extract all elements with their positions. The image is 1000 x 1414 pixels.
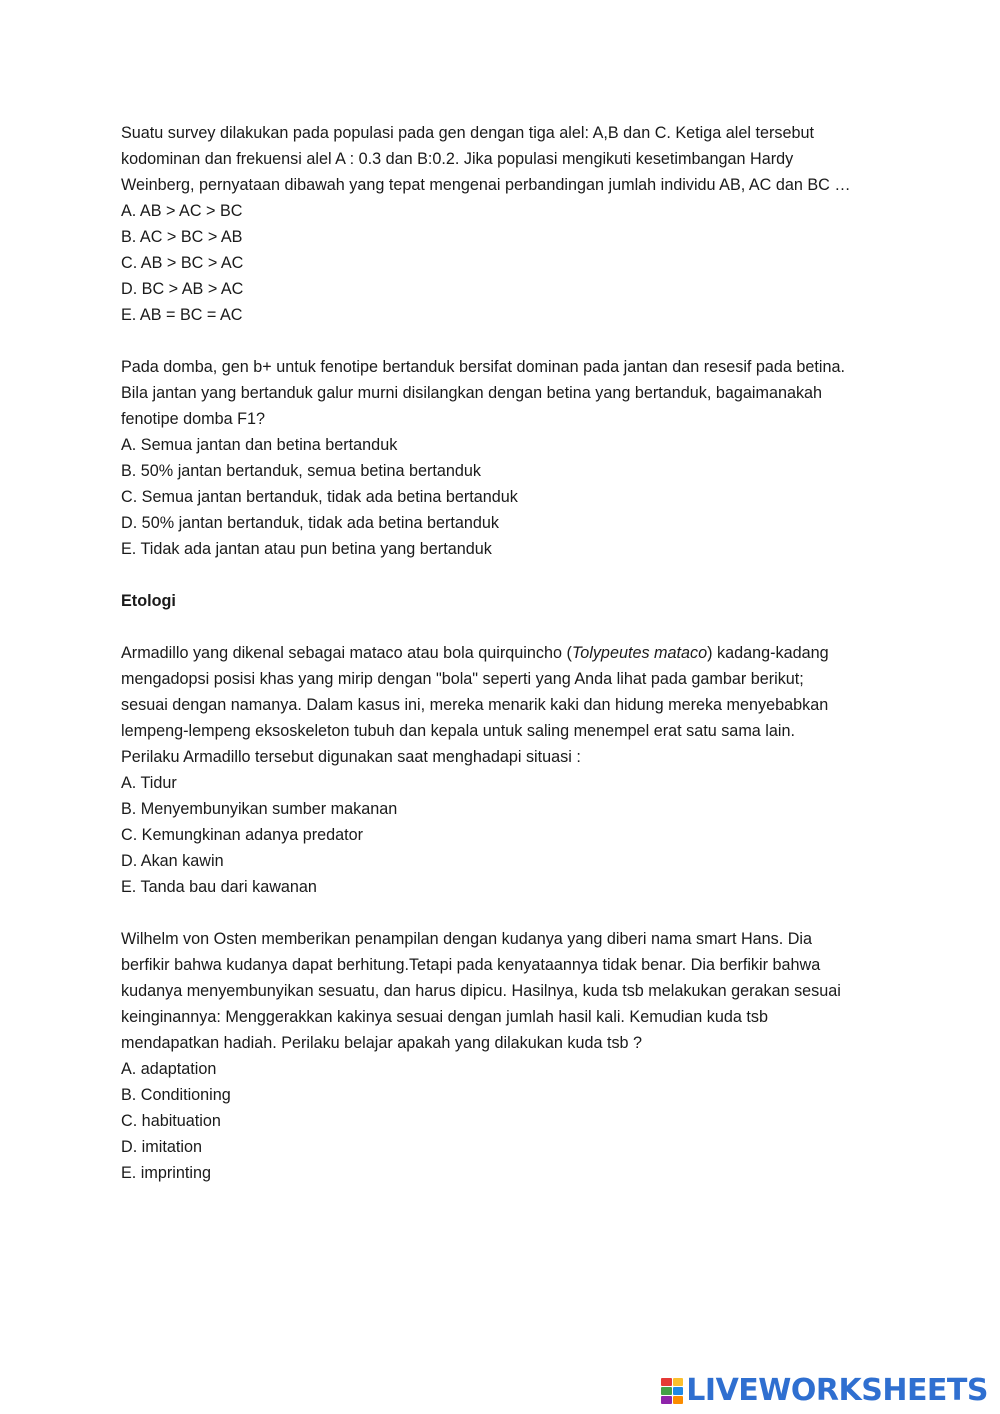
question-4-option-a: A. adaptation xyxy=(121,1060,217,1078)
logo-block xyxy=(661,1396,672,1404)
question-4-line: Wilhelm von Osten memberikan penampilan dengan kudanya yang diberi nama smart Hans. Dia xyxy=(121,930,813,948)
question-4-line: kudanya menyembunyikan sesuatu, dan harus dipicu. Hasilnya, kuda tsb melakukan gerakan sesuai xyxy=(121,982,841,1000)
question-3-option-a: A. Tidur xyxy=(121,774,177,792)
question-1 xyxy=(121,120,901,328)
worksheet-content xyxy=(121,120,901,1186)
question-1-option-b: B. AC > BC > AB xyxy=(121,228,243,246)
logo-text: LIVEWORKSHEETS xyxy=(686,1373,988,1408)
question-3-option-e: E. Tanda bau dari kawanan xyxy=(121,878,317,896)
question-1-option-e: E. AB = BC = AC xyxy=(121,306,243,324)
question-3-line: lempeng-lempeng eksoskeleton tubuh dan kepala untuk saling menempel erat satu sama lain. xyxy=(121,722,795,740)
spacer xyxy=(121,328,901,354)
liveworksheets-logo xyxy=(661,1373,988,1408)
spacer xyxy=(121,614,901,640)
question-1-line: kodominan dan frekuensi alel A : 0.3 dan B:0.2. Jika populasi mengikuti kesetimbangan Hardy xyxy=(121,150,794,168)
question-2-option-c: C. Semua jantan bertanduk, tidak ada betina bertanduk xyxy=(121,488,518,506)
question-1-line: Suatu survey dilakukan pada populasi pada gen dengan tiga alel: A,B dan C. Ketiga alel tersebut xyxy=(121,124,814,142)
question-3-line: Perilaku Armadillo tersebut digunakan saat menghadapi situasi : xyxy=(121,748,581,766)
logo-block xyxy=(661,1378,672,1386)
question-4-option-c: C. habituation xyxy=(121,1112,221,1130)
question-4-line: keinginannya: Menggerakkan kakinya sesuai dengan jumlah hasil kali. Kemudian kuda tsb xyxy=(121,1008,769,1026)
spacer xyxy=(121,900,901,926)
logo-block xyxy=(673,1387,684,1395)
species-name: Tolypeutes mataco xyxy=(571,644,708,662)
section-heading: Etologi xyxy=(121,592,176,610)
question-4-line: berfikir bahwa kudanya dapat berhitung.Tetapi pada kenyataannya tidak benar. Dia berfikir bahwa xyxy=(121,956,821,974)
question-2-line: Bila jantan yang bertanduk galur murni disilangkan dengan betina yang bertanduk, bagaimanakah xyxy=(121,384,823,402)
logo-block xyxy=(661,1387,672,1395)
question-1-line: Weinberg, pernyataan dibawah yang tepat mengenai perbandingan jumlah individu AB, AC dan BC … xyxy=(121,176,851,194)
question-4-option-e: E. imprinting xyxy=(121,1164,211,1182)
logo-mark-icon xyxy=(661,1378,683,1404)
question-3-option-b: B. Menyembunyikan sumber makanan xyxy=(121,800,398,818)
question-1-option-a: A. AB > AC > BC xyxy=(121,202,243,220)
question-4-option-b: B. Conditioning xyxy=(121,1086,231,1104)
question-3-text: ) kadang-kadang xyxy=(707,644,829,662)
question-3-line xyxy=(121,640,901,666)
question-3-text: Armadillo yang dikenal sebagai mataco atau bola quirquincho ( xyxy=(121,644,572,662)
question-4-option-d: D. imitation xyxy=(121,1138,202,1156)
spacer xyxy=(121,562,901,588)
question-2-line: fenotipe domba F1? xyxy=(121,410,265,428)
question-1-option-c: C. AB > BC > AC xyxy=(121,254,244,272)
question-2-line: Pada domba, gen b+ untuk fenotipe bertanduk bersifat dominan pada jantan dan resesif pada betina. xyxy=(121,358,846,376)
question-3-option-d: D. Akan kawin xyxy=(121,852,224,870)
question-1-option-d: D. BC > AB > AC xyxy=(121,280,244,298)
logo-block xyxy=(673,1378,684,1386)
question-2-option-a: A. Semua jantan dan betina bertanduk xyxy=(121,436,398,454)
question-2 xyxy=(121,354,901,562)
question-3-line: mengadopsi posisi khas yang mirip dengan "bola" seperti yang Anda lihat pada gambar berikut; xyxy=(121,670,804,688)
question-3 xyxy=(121,640,901,900)
question-2-option-d: D. 50% jantan bertanduk, tidak ada betina bertanduk xyxy=(121,514,499,532)
question-3-line: sesuai dengan namanya. Dalam kasus ini, mereka menarik kaki dan hidung mereka menyebabkan xyxy=(121,696,829,714)
logo-block xyxy=(673,1396,684,1404)
question-3-option-c: C. Kemungkinan adanya predator xyxy=(121,826,364,844)
question-4 xyxy=(121,926,901,1186)
question-4-line: mendapatkan hadiah. Perilaku belajar apakah yang dilakukan kuda tsb ? xyxy=(121,1034,643,1052)
question-2-option-b: B. 50% jantan bertanduk, semua betina bertanduk xyxy=(121,462,481,480)
question-2-option-e: E. Tidak ada jantan atau pun betina yang bertanduk xyxy=(121,540,492,558)
